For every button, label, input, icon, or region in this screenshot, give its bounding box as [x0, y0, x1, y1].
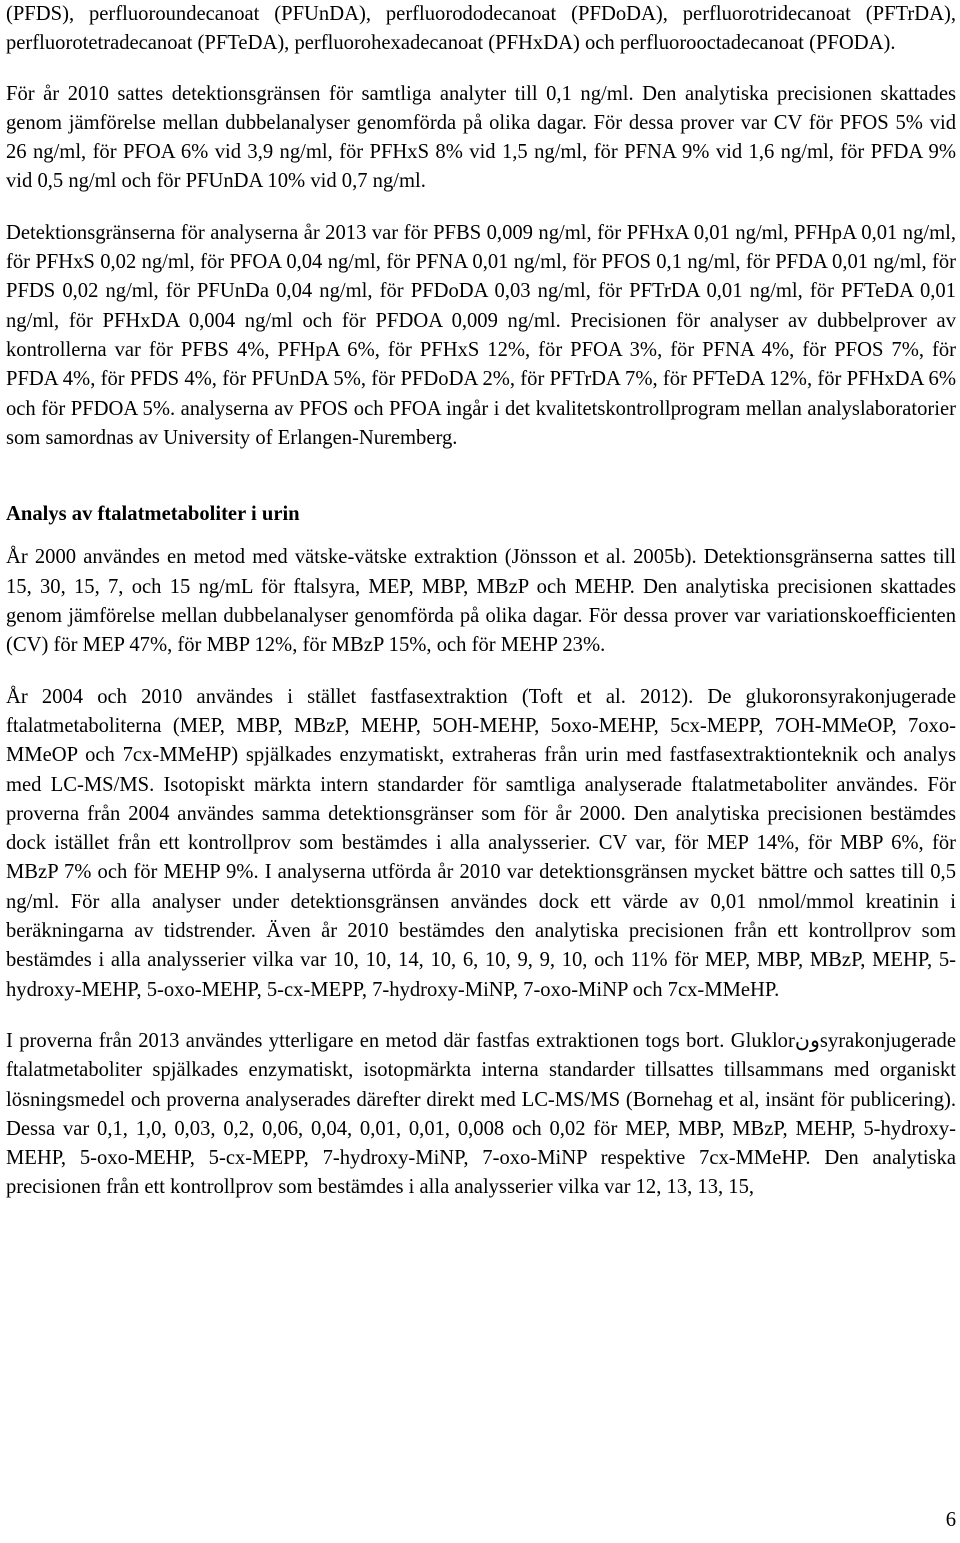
paragraph-2000-method: År 2000 användes en metod med vätske-vätske extraktion (Jönsson et al. 2005b). Detektionsgränserna sattes till 15, 30, 15, 7, och 15 ng/mL för ftalsyra, MEP, MBP, MBzP och MEHP. Den analytiska precisionen skattades genom jämförelse mellan dubbelanalyser genomförda på olika dagar. För dessa prover var variationskoefficienten (CV) för MEP 47%, för MBP 12%, för MBzP 15%, och för MEHP 23%. — [6, 546, 956, 657]
document-page — [6, 0, 956, 1203]
paragraph-2004-2010-method: År 2004 och 2010 användes i stället fastfasextraktion (Toft et al. 2012). De glukoronsyrakonjugerade ftalatmetaboliterna (MEP, MBP, MBzP, MEHP, 5OH-MEHP, 5oxo-MEHP, 5cx-MEPP, 7OH-MMeOP, 7oxo-MMeOP och 7cx-MMeHP) spjälkades enzymatiskt, extraheras från urin med fastfasextraktionteknik och analys med LC-MS/MS. Isotopiskt märkta intern standarder för samtliga analyserade ftalatmetaboliter användes. För proverna från 2004 användes samma detektionsgränser som för år 2000. Den analytiska precisionen bestämdes dock istället från ett kontrollprov som bestämdes i alla analysserier. CV var, för MEP 14%, för MBP 6%, för MBzP 7% och för MEHP 9%. I analyserna utförda år 2010 var detektionsgränsen mycket bättre och sattes till 0,5 ng/ml. För alla analyser under detektionsgränsen användes dock ett värde av 0,01 nmol/mmol kreatinin i beräkningarna av tidstrender. Även år 2010 bestämdes den analytiska precisionen från ett kontrollprov som bestämdes i alla analysserier vilka var 10, 10, 14, 10, 6, 10, 9, 9, 10, och 11% för MEP, MBP, MBzP, MEHP, 5-hydroxy-MEHP, 5-oxo-MEHP, 5-cx-MEPP, 7-hydroxy-MiNP, 7-oxo-MiNP och 7cx-MMeHP. — [6, 685, 956, 1001]
page-number: 6 — [945, 1509, 956, 1531]
paragraph-pfas-list: (PFDS), perfluoroundecanoat (PFUnDA), perfluorododecanoat (PFDoDA), perfluorotridecanoat (PFTrDA), perfluorotetradecanoat (PFTeDA), perfluorohexadecanoat (PFHxDA) och perfluorooctadecanoat (PFODA). — [6, 3, 956, 55]
section-heading: Analys av ftalatmetaboliter i urin — [6, 503, 300, 526]
paragraph-2013-detection: Detektionsgränserna för analyserna år 2013 var för PFBS 0,009 ng/ml, för PFHxA 0,01 ng/ml, PFHpA 0,01 ng/ml, för PFHxS 0,02 ng/ml, för PFOA 0,04 ng/ml, för PFNA 0,01 ng/ml, för PFOS 0,1 ng/ml, för PFDA 0,01 ng/ml, för PFDS 0,02 ng/ml, för PFUnDa 0,04 ng/ml, för PFDoDA 0,03 ng/ml, för PFTrDA 0,01 ng/ml, för PFTeDA 0,01 ng/ml, för PFHxDA 0,004 ng/ml och för PFDOA 0,009 ng/ml. Precisionen för analyser av dubbelprover av kontrollerna var för PFBS 4%, PFHpA 6%, för PFHxS 12%, för PFOA 3%, för PFNA 4%, för PFOS 7%, för PFDA 4%, för PFDS 4%, för PFUnDA 5%, för PFDoDA 2%, för PFTrDA 7%, för PFTeDA 12%, för PFHxDA 6% och för PFDOA 5%. analyserna av PFOS och PFOA ingår i det kvalitetskontrollprogram mellan analyslaboratorier som samordnas av University of Erlangen-Nuremberg. — [6, 221, 956, 449]
paragraph-2010-detection: För år 2010 sattes detektionsgränsen för samtliga analyter till 0,1 ng/ml. Den analytiska precisionen skattades genom jämförelse mellan dubbelanalyser genomförda på olika dagar. För dessa prover var CV för PFOS 5% vid 26 ng/ml, för PFOA 6% vid 3,9 ng/ml, för PFHxS 8% vid 1,5 ng/ml, för PFNA 9% vid 1,6 ng/ml, för PFDA 9% vid 0,5 ng/ml och för PFUnDA 10% vid 0,7 ng/ml. — [6, 82, 956, 193]
paragraph-2013-method: I proverna från 2013 användes ytterligare en metod där fastfas extraktionen togs bort. Gluklorونsyrakonjugerade ftalatmetaboliter spjälkades enzymatiskt, isotopmärkta interna standarder tillsattes tillsammans med organiskt lösningsmedel och proverna analyserades därefter direkt med LC-MS/MS (Bornehag et al, insänt för publicering). Dessa var 0,1, 1,0, 0,03, 0,2, 0,06, 0,04, 0,01, 0,01, 0,008 och 0,02 för MEP, MBP, MBzP, MEHP, 5-hydroxy-MEHP, 5-oxo-MEHP, 5-cx-MEPP, 7-hydroxy-MiNP, 7-oxo-MiNP respektive 7cx-MMeHP. Den analytiska precisionen från ett kontrollprov som bestämdes i alla analysserier vilka var 12, 13, 13, 15, — [6, 1029, 956, 1199]
